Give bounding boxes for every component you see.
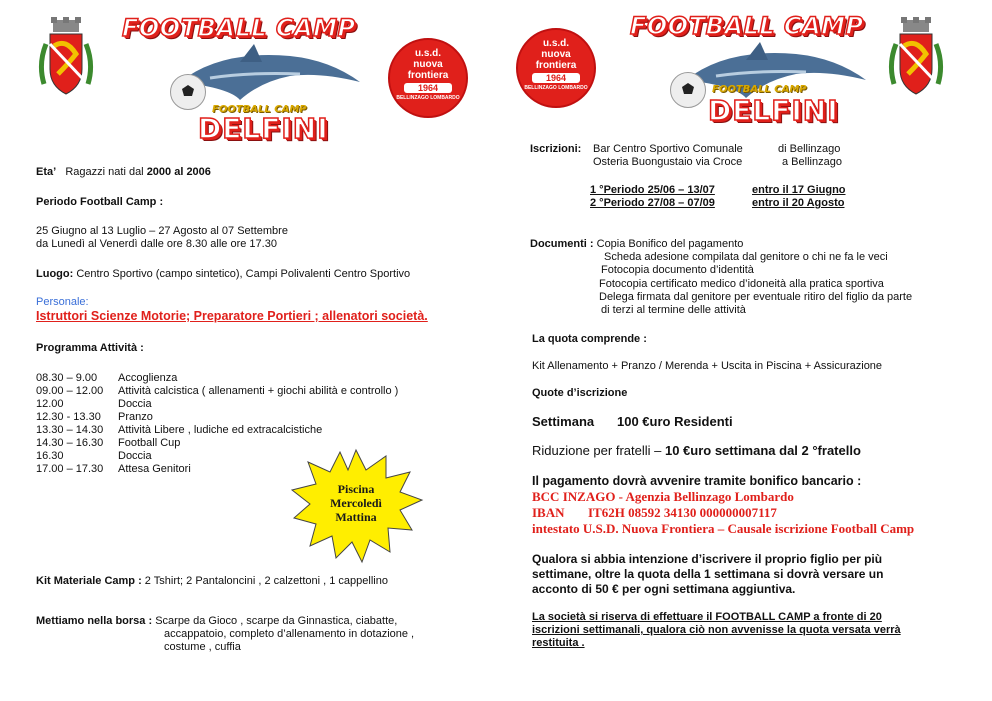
programma-activity: Attesa Genitori	[118, 463, 191, 475]
club-logo-line1: u.s.d.	[414, 48, 442, 59]
periodo2-dates: 2 °Periodo 27/08 – 07/09	[590, 197, 715, 209]
programma-time: 09.00 – 12.00	[36, 385, 104, 397]
delfini-title-right: DELFINI	[708, 94, 839, 127]
borsa-label: Mettiamo nella borsa :	[36, 615, 153, 627]
programma-time: 13.30 – 14.30	[36, 424, 104, 436]
programma-activity: Accoglienza	[118, 372, 178, 384]
programma-row	[36, 385, 398, 398]
soccer-ball-right	[670, 72, 706, 108]
eta-line	[36, 166, 211, 179]
societa-line2: iscrizioni settimanali, qualora ciò non avvenisse la quota versata verrà	[532, 624, 901, 636]
periodo-label: Periodo Football Camp :	[36, 196, 164, 208]
kit-line	[36, 575, 388, 588]
quota-text: Kit Allenamento + Pranzo / Merenda + Uscita in Piscina + Assicurazione	[532, 360, 883, 372]
club-logo-arc: BELLINZAGO LOMBARDO	[524, 85, 588, 91]
riduzione-line	[532, 443, 861, 458]
societa-line1: La società si riserva di effettuare il FOOTBALL CAMP a fronte di 20	[532, 611, 882, 623]
personale-text: Istruttori Scienze Motorie; Preparatore Portieri ; allenatori società.	[36, 309, 428, 323]
iscrizioni-line2-b: a Bellinzago	[782, 156, 842, 168]
club-logo-year: 1964	[532, 73, 580, 83]
periodo2-deadline: entro il 20 Agosto	[752, 197, 845, 209]
club-logo-line1: u.s.d.	[542, 38, 570, 49]
programma-time: 14.30 – 16.30	[36, 437, 104, 449]
intestato-line: intestato U.S.D. Nuova Frontiera – Causale iscrizione Football Camp	[532, 521, 915, 536]
qualora-line2: settimane, oltre la quota della 1 settimana si dovrà versare un	[532, 567, 884, 581]
periodo1-dates: 1 °Periodo 25/06 – 13/07	[590, 184, 715, 196]
club-logo-year: 1964	[404, 83, 452, 93]
periodo-line1: 25 Giugno al 13 Luglio – 27 Agosto al 07 Settembre	[36, 225, 288, 237]
settimana-label: Settimana	[532, 414, 595, 429]
borsa-line2: accappatoio, completo d’allenamento in dotazione ,	[164, 628, 415, 640]
qualora-line3: acconto di 50 € per ogni settimana aggiuntiva.	[532, 582, 796, 596]
programma-activity: Doccia	[118, 450, 152, 462]
eta-text: Ragazzi nati dal	[65, 166, 147, 178]
municipal-crest-left	[36, 14, 96, 106]
programma-time: 12.00	[36, 398, 64, 410]
programma-time: 12.30 - 13.30	[36, 411, 101, 423]
periodo-line2: da Lunedì al Venerdì dalle ore 8.30 alle ore 17.30	[36, 238, 277, 250]
club-logo-line3: frontiera	[535, 60, 577, 71]
programma-time: 16.30	[36, 450, 64, 462]
eta-label: Eta’	[36, 166, 57, 178]
quote-iscrizione-label: Quote d’iscrizione	[532, 387, 628, 399]
iscrizioni-line1-a: Bar Centro Sportivo Comunale	[593, 143, 743, 155]
programma-activity: Attività Libere , ludiche ed extracalcistiche	[118, 424, 323, 436]
luogo-label: Luogo:	[36, 268, 74, 280]
camp-title-right: FOOTBALL CAMP	[630, 12, 864, 40]
documenti-item: Fotocopia documento d’identità	[601, 264, 754, 276]
iban-value: IT62H 08592 34130 000000007117	[588, 505, 777, 520]
delfini-title-left: DELFINI	[198, 112, 329, 145]
pagamento-label: Il pagamento dovrà avvenire tramite bonifico bancario :	[532, 474, 862, 488]
starburst-line1: Piscina	[337, 482, 375, 496]
club-logo-line2: nuova	[413, 59, 443, 70]
camp-title-left: FOOTBALL CAMP	[122, 14, 356, 42]
luogo-text: Centro Sportivo (campo sintetico), Campi Polivalenti Centro Sportivo	[73, 268, 411, 280]
programma-time: 17.00 – 17.30	[36, 463, 104, 475]
club-logo-right	[516, 28, 596, 108]
programma-row	[36, 424, 398, 437]
documenti-item: Copia Bonifico del pagamento	[593, 238, 744, 250]
programma-activity: Pranzo	[118, 411, 153, 423]
starburst-line3: Mattina	[335, 510, 377, 524]
iban-label: IBAN	[532, 505, 565, 520]
club-logo-left	[388, 38, 468, 118]
quota-label: La quota comprende :	[532, 333, 647, 345]
eta-years: 2000 al 2006	[146, 166, 211, 178]
societa-line3: restituita .	[532, 637, 585, 649]
documenti-item: di terzi al termine delle attività	[601, 304, 746, 316]
soccer-ball-left	[170, 74, 206, 110]
programma-row	[36, 398, 398, 411]
personale-label: Personale:	[36, 296, 89, 308]
iscrizioni-label: Iscrizioni:	[530, 143, 582, 155]
municipal-crest-right	[886, 14, 946, 106]
programma-activity: Attività calcistica ( allenamenti + giochi abilità e controllo )	[118, 385, 399, 397]
kit-label: Kit Materiale Camp :	[36, 575, 142, 587]
documenti-item: Scheda adesione compilata dal genitore o chi ne fa le veci	[604, 251, 888, 263]
documenti-item: Delega firmata dal genitore per eventuale ritiro del figlio da parte	[599, 291, 913, 303]
documenti-item: Fotocopia certificato medico d’idoneità alla pratica sportiva	[599, 278, 884, 290]
periodo1-deadline: entro il 17 Giugno	[752, 184, 846, 196]
luogo-line	[36, 268, 410, 281]
borsa-line3: costume , cuffia	[164, 641, 241, 653]
programma-time: 08.30 – 9.00	[36, 372, 98, 384]
documenti-line1	[530, 238, 743, 251]
programma-label: Programma Attività :	[36, 342, 144, 354]
programma-activity: Doccia	[118, 398, 152, 410]
programma-row	[36, 411, 398, 424]
club-logo-arc: BELLINZAGO LOMBARDO	[396, 95, 460, 101]
starburst-line2: Mercoledì	[330, 496, 382, 510]
borsa-line1: Scarpe da Gioco , scarpe da Ginnastica, ciabatte,	[152, 615, 398, 627]
iscrizioni-line1-b: di Bellinzago	[778, 143, 841, 155]
bcc-line: BCC INZAGO - Agenzia Bellinzago Lombardo	[532, 489, 794, 504]
football-camp-small-right: FOOTBALL CAMP	[712, 84, 807, 95]
piscina-starburst	[288, 448, 424, 564]
riduzione-text: Riduzione per fratelli –	[532, 443, 665, 458]
riduzione-bold: 10 €uro settimana dal 2 °fratello	[664, 443, 861, 458]
qualora-line1: Qualora si abbia intenzione d’iscrivere il proprio figlio per più	[532, 552, 883, 566]
programma-row	[36, 372, 398, 385]
documenti-label: Documenti :	[530, 238, 594, 250]
programma-activity: Football Cup	[118, 437, 181, 449]
iscrizioni-line2-a: Osteria Buongustaio via Croce	[593, 156, 743, 168]
settimana-value: 100 €uro Residenti	[617, 414, 733, 429]
kit-text: 2 Tshirt; 2 Pantaloncini , 2 calzettoni , 1 cappellino	[141, 575, 388, 587]
club-logo-line3: frontiera	[407, 70, 449, 81]
football-camp-small-left: FOOTBALL CAMP	[212, 104, 307, 115]
borsa-block	[36, 615, 397, 628]
club-logo-line2: nuova	[541, 49, 571, 60]
